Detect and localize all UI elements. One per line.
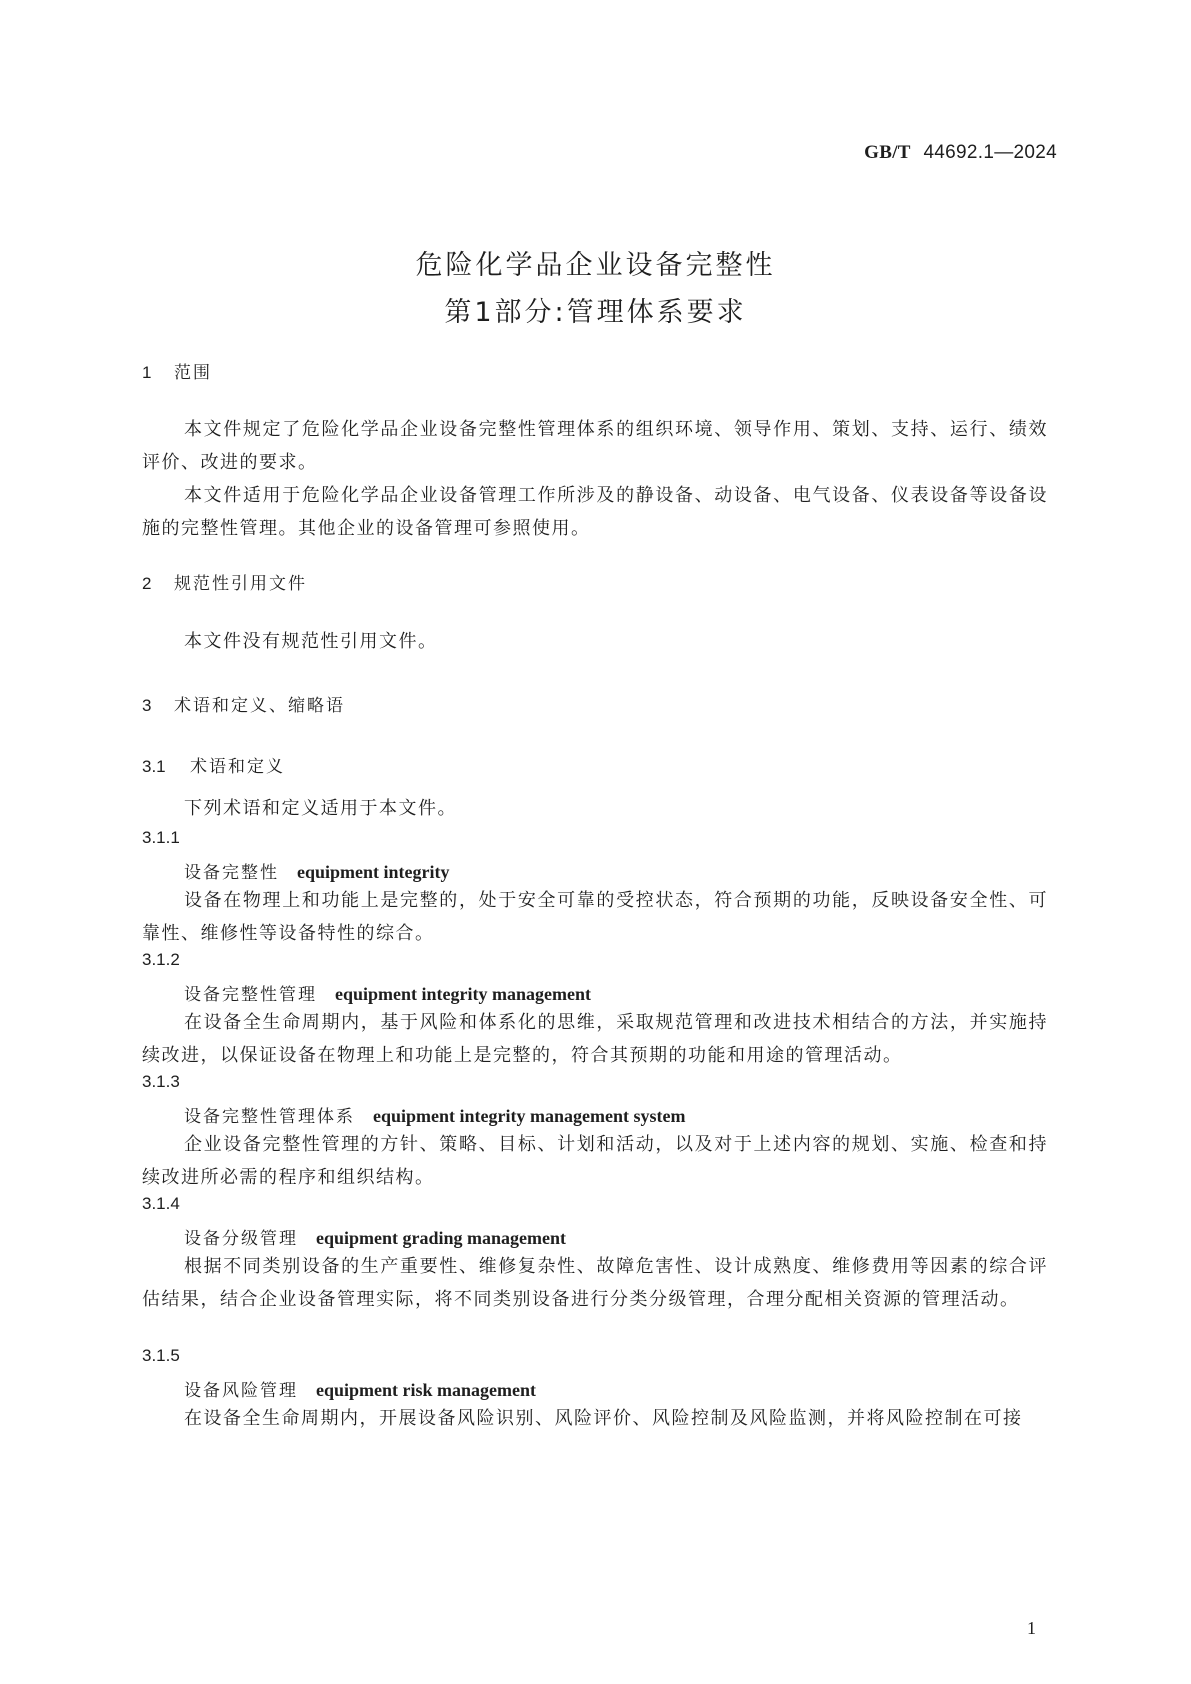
term-heading	[184, 980, 591, 1005]
term-number: 3.1.5	[142, 1346, 180, 1365]
standard-code	[864, 141, 1057, 164]
section-number: 3	[142, 696, 152, 715]
term-heading	[184, 858, 450, 883]
paragraph-scope-1: 本文件规定了危险化学品企业设备完整性管理体系的组织环境、领导作用、策划、支持、运行、绩效评价、改进的要求。	[142, 419, 1048, 473]
term-chinese: 设备风险管理	[184, 1381, 298, 1401]
section-number: 1	[142, 363, 152, 382]
section-title: 规范性引用文件	[174, 574, 307, 594]
term-definition: 在设备全生命周期内，基于风险和体系化的思维，采取规范管理和改进技术相结合的方法，并实施持续改进，以保证设备在物理上和功能上是完整的，符合其预期的功能和用途的管理活动。	[142, 1012, 1048, 1066]
term-english: equipment grading management	[316, 1228, 567, 1248]
term-definition: 设备在物理上和功能上是完整的，处于安全可靠的受控状态，符合预期的功能，反映设备安全性、可靠性、维修性等设备特性的综合。	[142, 890, 1048, 944]
term-chinese: 设备完整性	[184, 863, 279, 883]
subsection-heading-terms-definitions	[142, 752, 285, 777]
term-english: equipment risk management	[316, 1380, 536, 1400]
section-number: 2	[142, 574, 152, 593]
section-heading-normative-references	[142, 569, 307, 594]
term-number: 3.1.4	[142, 1194, 180, 1213]
section-title: 范围	[174, 363, 212, 383]
term-english: equipment integrity	[297, 862, 450, 882]
paragraph-scope-2: 本文件适用于危险化学品企业设备管理工作所涉及的静设备、动设备、电气设备、仪表设备等设备设施的完整性管理。其他企业的设备管理可参照使用。	[142, 485, 1048, 539]
term-english: equipment integrity management	[335, 984, 591, 1004]
term-chinese: 设备完整性管理体系	[184, 1107, 355, 1127]
standard-prefix: GB/T	[864, 142, 911, 163]
section-number: 3.1	[142, 757, 166, 776]
document-title-line2: 第1部分:管理体系要求	[444, 297, 747, 328]
section-heading-terms-definitions-abbreviations	[142, 691, 345, 716]
section-title: 术语和定义	[190, 757, 285, 777]
paragraph-terms-intro: 下列术语和定义适用于本文件。	[184, 798, 457, 819]
page-number: 1	[1027, 1618, 1036, 1638]
term-chinese: 设备分级管理	[184, 1229, 298, 1249]
term-number: 3.1.2	[142, 950, 180, 969]
term-heading	[184, 1224, 566, 1249]
section-title: 术语和定义、缩略语	[174, 696, 345, 716]
term-english: equipment integrity management system	[373, 1106, 686, 1126]
paragraph-references: 本文件没有规范性引用文件。	[184, 631, 438, 652]
document-title-line1: 危险化学品企业设备完整性	[415, 250, 776, 281]
standard-number: 44692.1—2024	[923, 142, 1057, 163]
term-chinese: 设备完整性管理	[184, 985, 317, 1005]
term-definition: 在设备全生命周期内，开展设备风险识别、风险评价、风险控制及风险监测，并将风险控制在可接	[184, 1408, 1023, 1429]
term-definition: 根据不同类别设备的生产重要性、维修复杂性、故障危害性、设计成熟度、维修费用等因素的综合评估结果，结合企业设备管理实际，将不同类别设备进行分类分级管理，合理分配相关资源的管理活动。	[142, 1256, 1048, 1310]
term-heading	[184, 1376, 536, 1401]
term-definition: 企业设备完整性管理的方针、策略、目标、计划和活动，以及对于上述内容的规划、实施、检查和持续改进所必需的程序和组织结构。	[142, 1134, 1048, 1188]
term-heading	[184, 1102, 685, 1127]
section-heading-scope	[142, 358, 212, 383]
term-number: 3.1.1	[142, 828, 180, 847]
term-number: 3.1.3	[142, 1072, 180, 1091]
